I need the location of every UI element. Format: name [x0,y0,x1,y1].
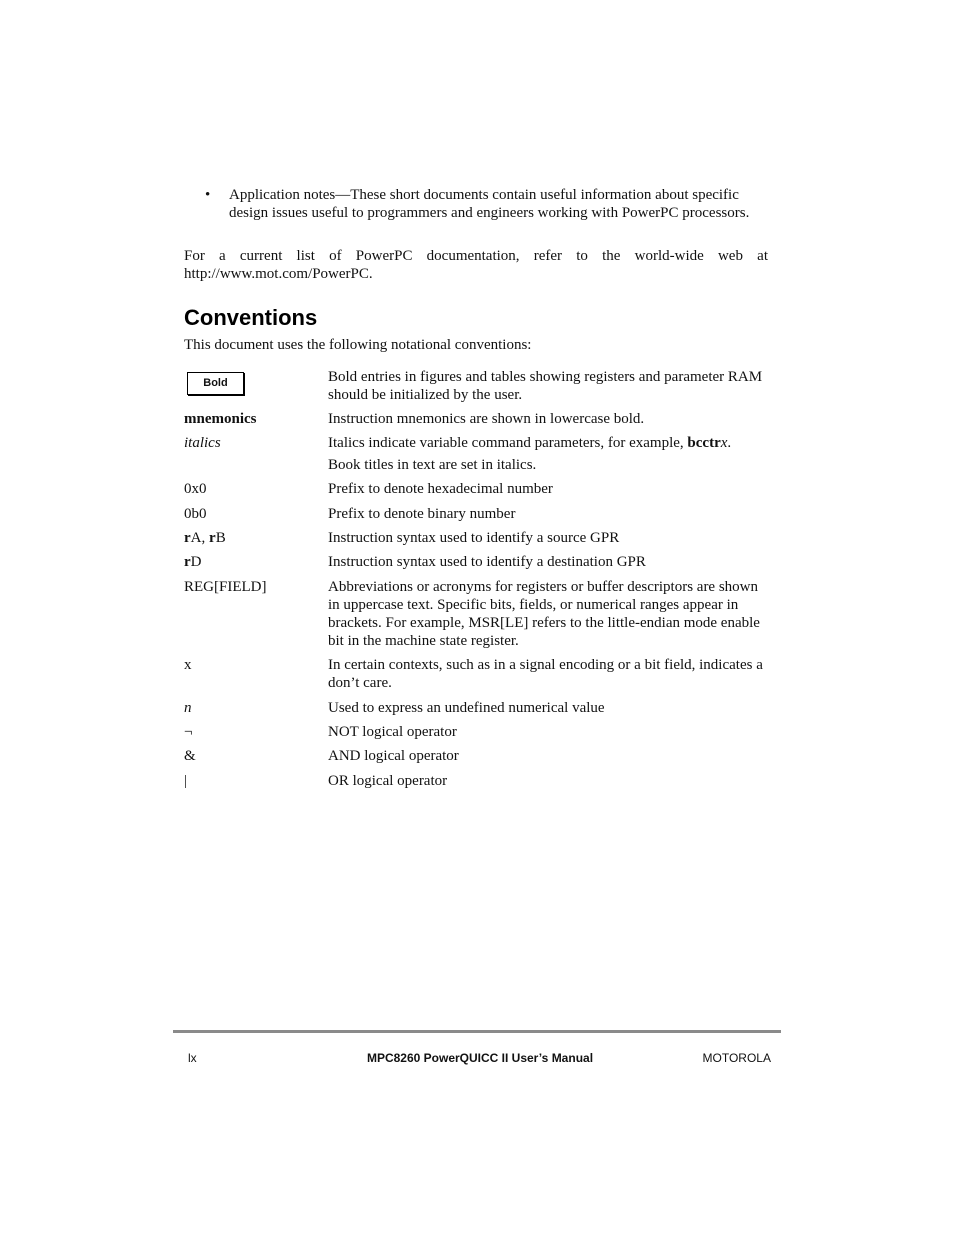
example-mnemonic: bcctr [687,435,721,451]
convention-desc: Used to express an undefined numerical value [328,700,605,716]
separator: , [201,530,210,546]
bullet-item [205,186,770,222]
convention-term: & [184,748,196,764]
convention-term: | [184,773,188,789]
section-intro: This document uses the following notational conventions: [184,337,532,353]
convention-term: 0b0 [184,506,207,522]
manual-title: MPC8260 PowerQUICC II User’s Manual [366,1051,594,1065]
convention-term: mnemonics [184,411,257,427]
convention-desc: OR logical operator [328,773,448,789]
convention-desc: In certain contexts, such as in a signal encoding or a bit field, indicates a don’t care. [328,657,763,691]
documentation-paragraph: For a current list of PowerPC documentation, refer to the world-wide web at http://www.mot.com/PowerPC. [184,248,768,282]
convention-desc: AND logical operator [328,748,459,764]
convention-term: ¬ [184,724,193,740]
convention-desc: Instruction mnemonics are shown in lowercase bold. [328,411,645,427]
convention-row-bold [184,368,774,408]
convention-desc: NOT logical operator [328,724,457,740]
convention-desc: Abbreviations or acronyms for registers or buffer descriptors are shown in uppercase text. Specific bits, fields, or numerical ranges appear in brackets. For example, MSR[LE] refers to the little-endian mode enable bit in the machine state register. [328,579,760,649]
desc-line-2: Book titles in text are set in italics. [328,457,537,473]
footer-rule [173,1030,781,1033]
convention-desc: Instruction syntax used to identify a destination GPR [328,554,646,570]
example-variable: x [720,435,728,451]
convention-term: n [184,700,192,716]
bullet-text: Application notes—These short documents contain useful information about specific design issues useful to programmers and engineers working with PowerPC processors. [229,187,750,221]
page-number: lx [188,1051,197,1065]
desc-text: Italics indicate variable command parameters, for example, [328,435,688,451]
convention-desc [328,434,768,474]
desc-text: . [727,435,732,451]
convention-desc: Prefix to denote binary number [328,506,516,522]
company-name: MOTOROLA [702,1051,771,1065]
convention-term [184,529,324,547]
reg-letter: A [190,530,202,546]
reg-letter: B [215,530,226,546]
reg-letter: D [190,554,202,570]
convention-term: 0x0 [184,481,207,497]
convention-term: italics [184,435,221,451]
reg-prefix: r [184,554,191,570]
bullet-symbol: • [205,187,211,203]
reg-prefix: r [184,530,191,546]
convention-desc: Prefix to denote hexadecimal number [328,481,553,497]
convention-desc: Instruction syntax used to identify a source GPR [328,530,620,546]
convention-term: REG[FIELD] [184,579,267,595]
convention-desc: Bold entries in figures and tables showing registers and parameter RAM should be initialized by the user. [328,369,763,403]
reg-prefix: r [209,530,216,546]
convention-term [184,553,324,571]
convention-term: x [184,657,192,673]
section-title: Conventions [184,305,318,330]
bold-box-sample: Bold [187,372,244,395]
